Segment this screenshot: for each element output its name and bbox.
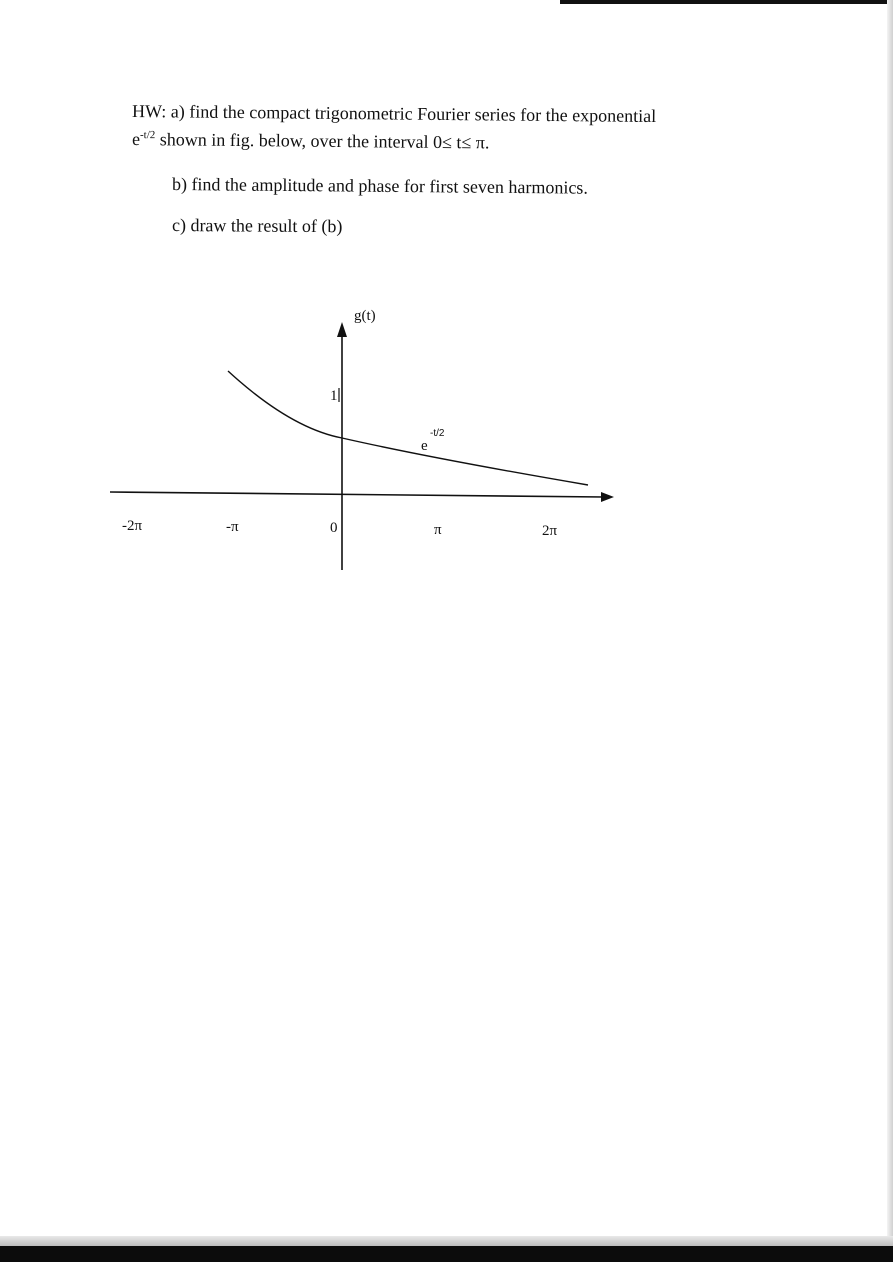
exponential-exponent: -t/2: [139, 129, 156, 142]
y-tick-label: 1: [330, 388, 338, 404]
y-axis-label: g(t): [354, 308, 376, 324]
exponential-curve: [228, 371, 588, 485]
curve-label-exponent: -t/2: [430, 428, 445, 439]
problem-part-a-text: HW: a) find the compact trigonometric Fourier series for the exponential: [131, 101, 657, 127]
x-tick-label: -2π: [122, 518, 143, 534]
x-axis: [110, 492, 604, 497]
problem-part-a-interval: shown in fig. below, over the interval 0≤ t≤ π.: [155, 129, 490, 153]
x-tick-label: π: [434, 522, 442, 538]
exponential-base: e: [131, 129, 141, 150]
x-axis-arrow-icon: [601, 492, 614, 502]
y-axis-arrow-icon: [337, 322, 347, 337]
problem-part-c-text: c) draw the result of (b): [171, 215, 343, 237]
curve-label-base: e: [421, 438, 428, 454]
x-tick-label: 0: [330, 520, 338, 536]
x-tick-label: -π: [226, 519, 239, 535]
problem-part-b-text: b) find the amplitude and phase for first seven harmonics.: [171, 174, 588, 198]
x-tick-label: 2π: [542, 523, 558, 539]
